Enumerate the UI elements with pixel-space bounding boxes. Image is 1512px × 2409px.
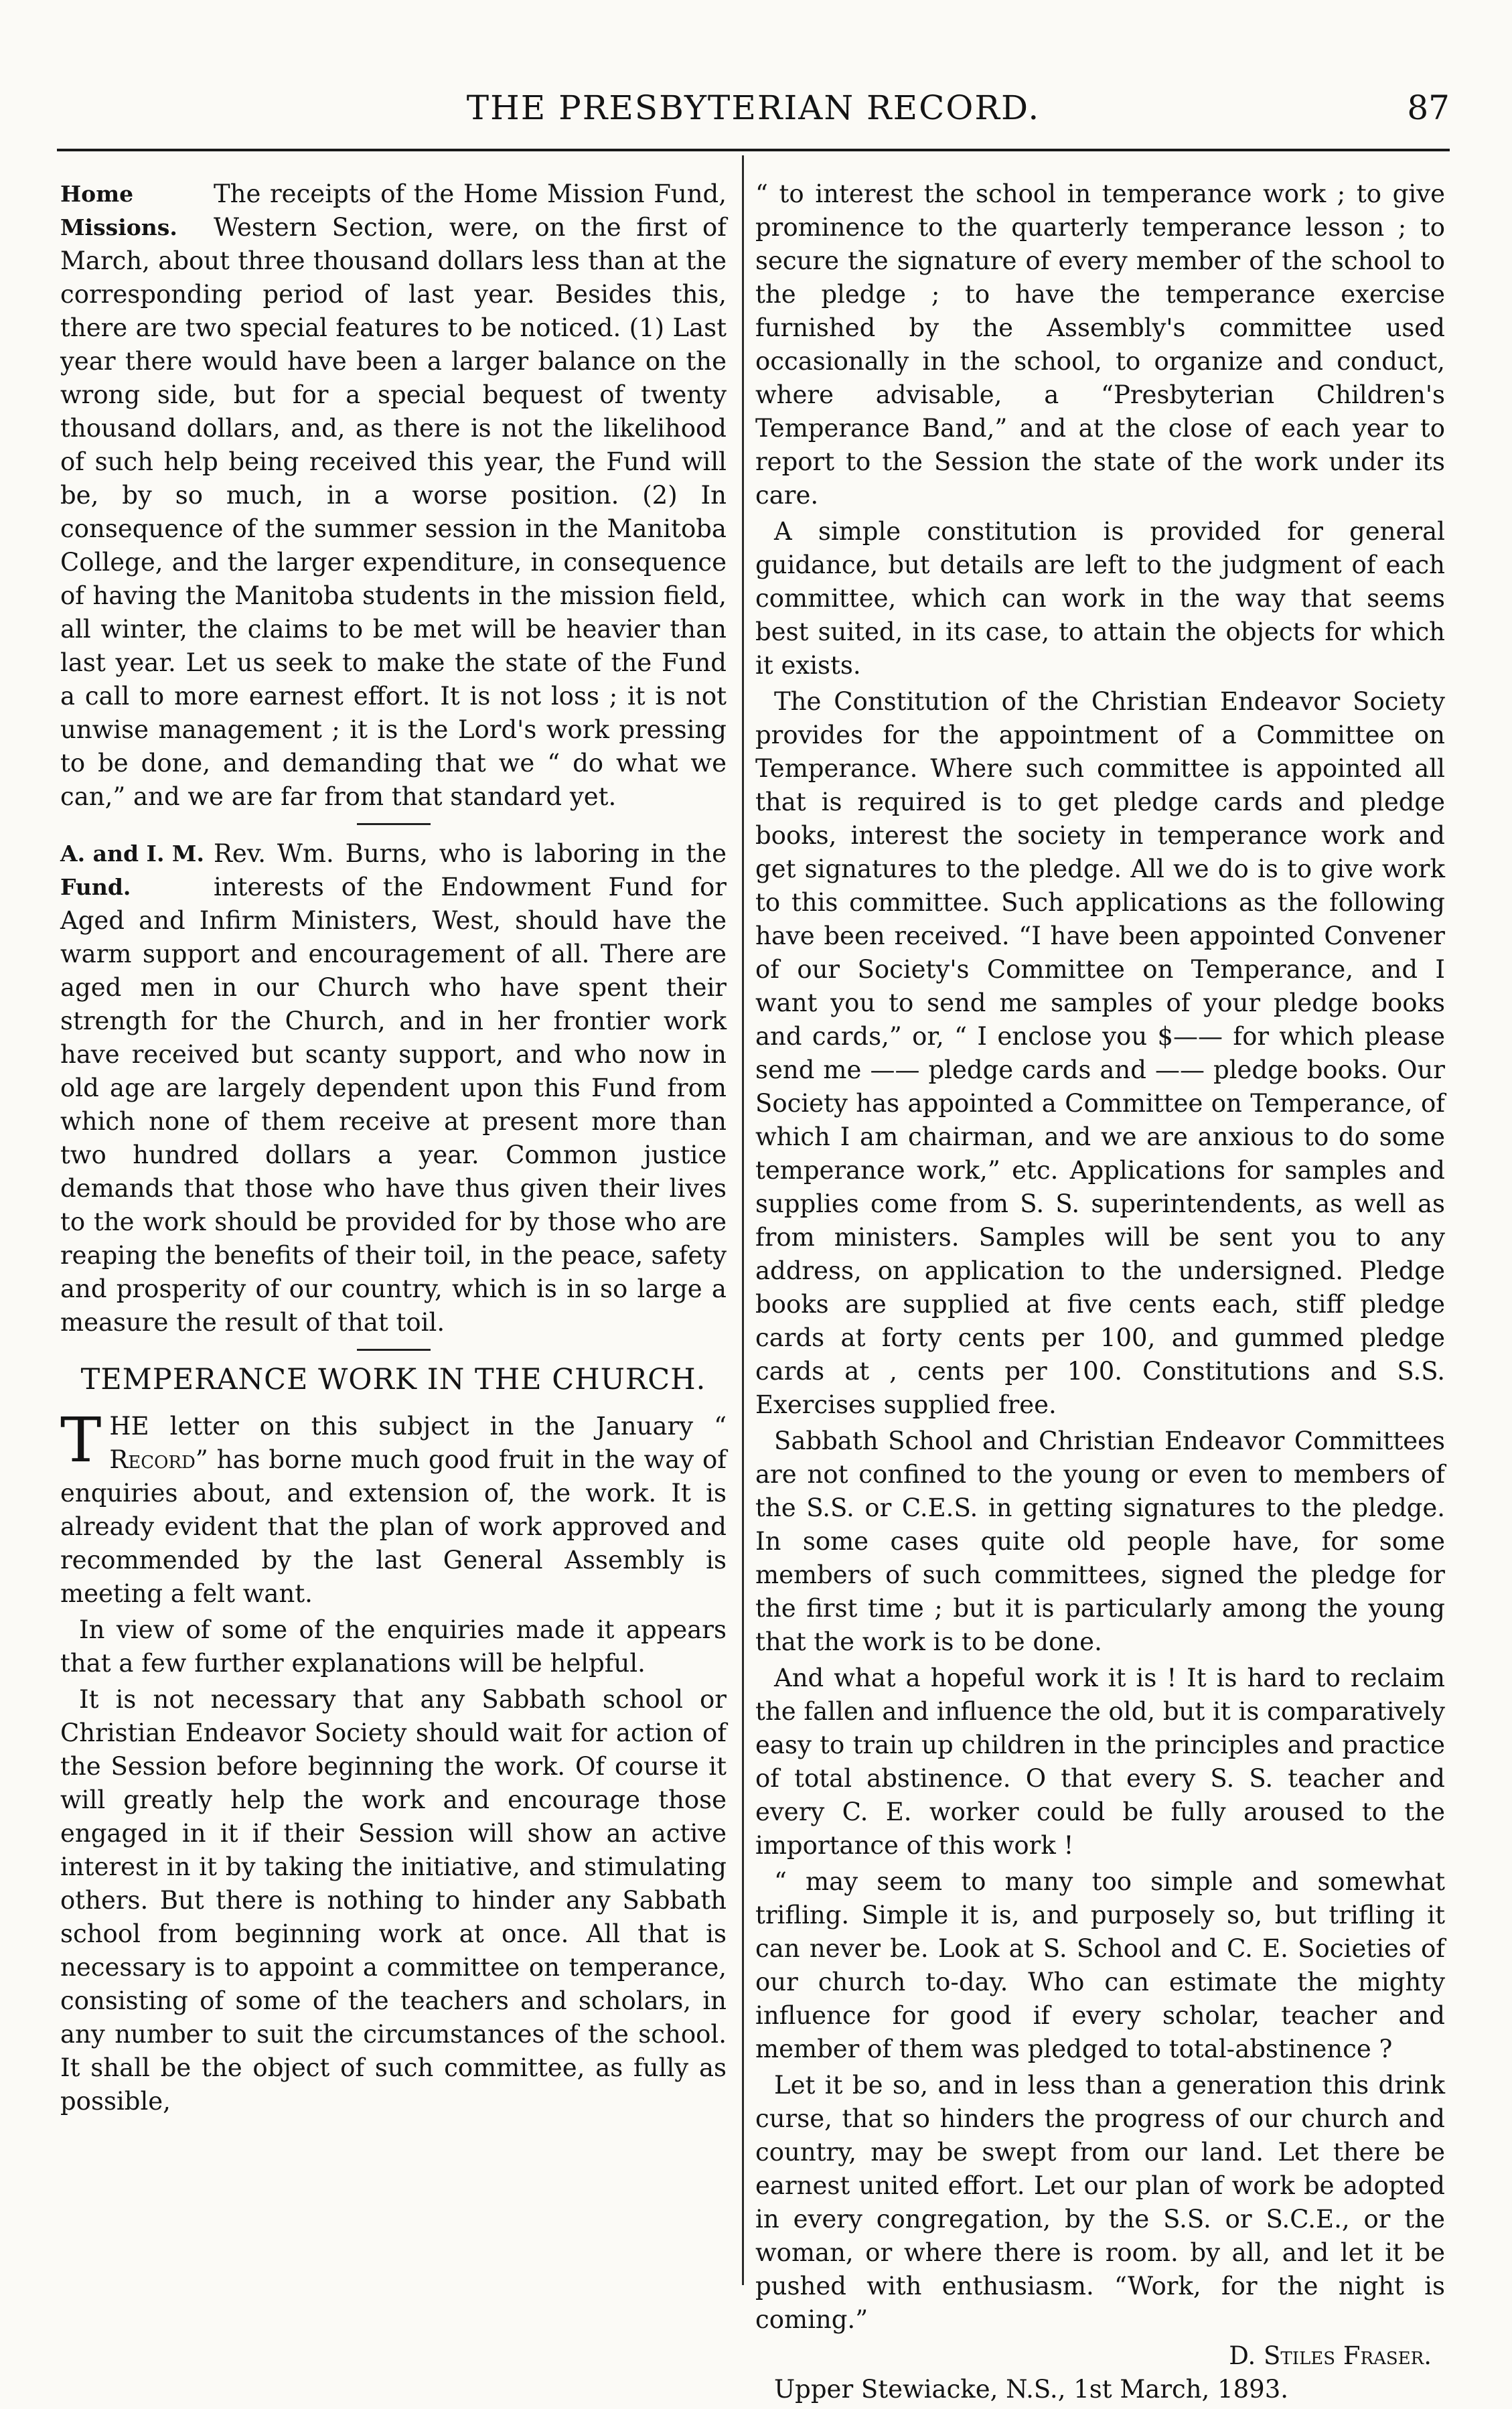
temperance-paragraph-2: In view of some of the enquiries made it appears that a few further explanations will be helpful. (60, 1615, 727, 1678)
journal-title: THE PRESBYTERIAN RECORD. (466, 88, 1041, 127)
section-divider (357, 1349, 431, 1351)
temperance-p1-end: ” has borne much good fruit in the way of enquiries about, and extension of, the work. It is already evident that the plan of work approved and recommended by the last General Assembly is meeting a felt want. (60, 1445, 727, 1608)
right-paragraph-3: The Constitution of the Christian Endeavor Society provides for the appointment of a Committee on Temperance. Where such committee is appointed all that is required is to get pledge cards and pledge books, interest the society in temperance work and get signatures to the pledge. All we do is to give work to this committee. Such applications as the following have been received. “I have been appointed Convener of our Society's Committee on Temperance, and I want you to send me samples of your pledge books and cards,” or, “ I enclose you $—— for which please send me —— pledge cards and —— pledge books. Our Society has appointed a Committee on Temperance, of which I am chairman, and we are anxious to do some temperance work,” etc. Applications for samples and supplies come from S. S. superintendents, as well as from ministers. Samples will be sent you to any address, on application to the undersigned. Pledge books are supplied at five cents each, stiff pledge cards at forty cents per 100, and gummed pledge cards at , cents per 100. Constitutions and S.S. Exercises supplied free. (755, 687, 1445, 1419)
right-paragraph-6: “ may seem to many too simple and somewhat trifling. Simple it is, and purposely so, but trifling it can never be. Look at S. School and C. E. Societies of our church to-day. Who can estimate the mighty influence for good if every scholar, teacher and member of them was pledged to total-abstinence ? (755, 1867, 1445, 2063)
author-signature: D. Stiles Fraser. (1229, 2341, 1432, 2370)
home-missions-paragraph (60, 177, 727, 814)
temperance-section-title: TEMPERANCE WORK IN THE CHURCH. (80, 1363, 706, 1396)
home-missions-sidehead: Home Missions. (60, 181, 177, 240)
left-column (60, 177, 727, 2121)
right-paragraph-7: Let it be so, and in less than a generation this drink curse, that so hinders the progress of our church and country, may be swept from our land. Let there be earnest united effort. Let our plan of work be adopted in every congregation, by the S.S. or S.C.E., or the woman, or where there is room. by all, and let it be pushed with enthusiasm. “Work, for the night is coming.” (755, 2071, 1445, 2334)
header-rule (57, 149, 1450, 151)
column-divider (742, 155, 744, 2285)
right-paragraph-2: A simple constitution is provided for general guidance, but details are left to the judgment of each committee, which can work in the way that seems best suited, in its case, to attain the objects for which it exists. (755, 517, 1445, 680)
temperance-p1-start: HE letter on this subject in the January “ (109, 1412, 727, 1441)
dateline: Upper Stewiacke, N.S., 1st March, 1893. (774, 2375, 1289, 2404)
drop-cap: T (60, 1404, 102, 1476)
right-column (755, 177, 1445, 2409)
right-paragraph-1: “ to interest the school in temperance work ; to give prominence to the quarterly temperance lesson ; to secure the signature of every member of the school to the pledge ; to have the temperance exercise furnished by the Assembly's committee used occasionally in the school, to organize and conduct, where advisable, a “Presbyterian Children's Temperance Band,” and at the close of each year to report to the Session the state of the work under its care. (755, 179, 1445, 510)
page-number: 87 (1407, 88, 1450, 127)
section-divider (357, 823, 431, 825)
ai-fund-text: Rev. Wm. Burns, who is laboring in the interests of the Endowment Fund for Aged and Infirm Ministers, West, should have the warm support and encouragement of all. There are aged men in our Church who have spent their strength for the Church, and in her frontier work have received but scanty support, and who now in old age are largely dependent upon this Fund from which none of them receive at present more than two hundred dollars a year. Common justice demands that those who have thus given their lives to the work should be provided for by those who are reaping the benefits of their toil, in the peace, safety and prosperity of our country, which is in so large a measure the result of that toil. (60, 839, 727, 1337)
home-missions-text: The receipts of the Home Mission Fund, Western Section, were, on the first of March, about three thousand dollars less than at the corresponding period of last year. Besides this, there are two special features to be noticed. (1) Last year there would have been a larger balance on the wrong side, but for a special bequest of twenty thousand dollars, and, as there is not the likelihood of such help being received this year, the Fund will be, by so much, in a worse position. (2) In consequence of the summer session in the Manitoba College, and the larger expenditure, in consequence of having the Manitoba students in the mission field, all winter, the claims to be met will be heavier than last year. Let us seek to make the state of the Fund a call to more earnest effort. It is not loss ; it is not unwise management ; it is the Lord's work pressing to be done, and demanding that we “ do what we can,” and we are far from that standard yet. (60, 179, 727, 811)
right-paragraph-5: And what a hopeful work it is ! It is hard to reclaim the fallen and influence the old, but it is comparatively easy to train up children in the principles and practice of total abstinence. O that every S. S. teacher and every C. E. worker could be fully aroused to the importance of this work ! (755, 1664, 1445, 1860)
record-name: Record (109, 1445, 196, 1474)
ai-fund-sidehead: A. and I. M. Fund. (60, 841, 204, 900)
temperance-paragraph-3: It is not necessary that any Sabbath school or Christian Endeavor Society should wait for action of the Session before beginning the work. Of course it will greatly help the work and encourage those engaged in it if their Session will show an active interest in it by taking the initiative, and stimulating others. But there is nothing to hinder any Sabbath school from beginning work at once. All that is necessary is to appoint a committee on temperance, consisting of some of the teachers and scholars, in any number to suit the circumstances of the school. It shall be the object of such committee, as fully as possible, (60, 1685, 727, 2116)
page-header (57, 86, 1450, 139)
ai-fund-paragraph (60, 837, 727, 1339)
temperance-paragraph-1 (60, 1404, 727, 1611)
right-paragraph-4: Sabbath School and Christian Endeavor Committees are not confined to the young or even to members of the S.S. or C.E.S. in getting signatures to the pledge. In some cases quite old people have, for some members of such committees, signed the pledge for the first time ; but it is particularly among the young that the work is to be done. (755, 1427, 1445, 1656)
